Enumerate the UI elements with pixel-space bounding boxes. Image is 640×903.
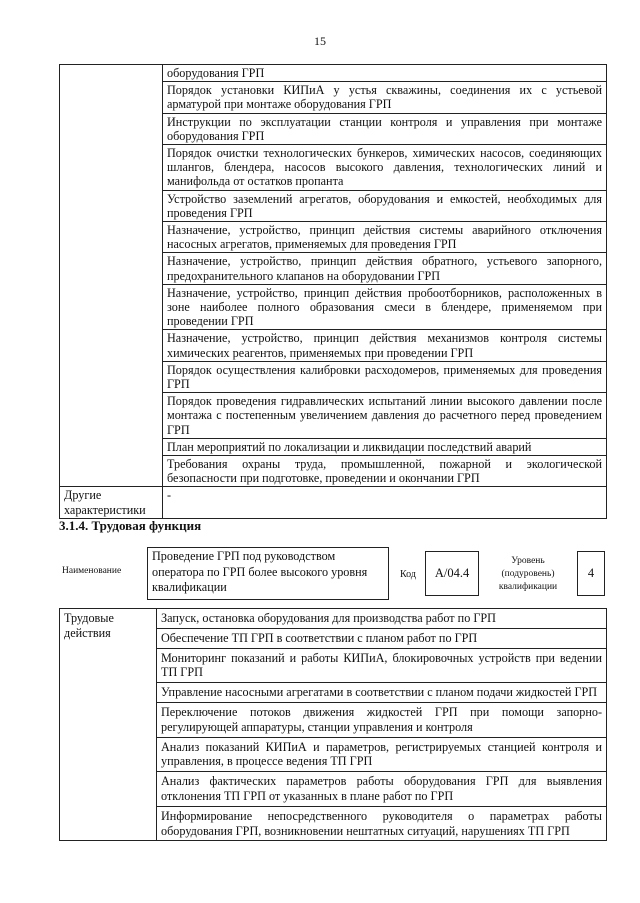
knowledge-item: Назначение, устройство, принцип действия системы аварийного отключения насосных агрегатов, применяемых для проведения ГРП bbox=[163, 222, 607, 253]
labor-actions-table bbox=[59, 608, 607, 841]
knowledge-item: Требования охраны труда, промышленной, пожарной и экологической безопасности при подготовке, проведении и окончании ГРП bbox=[163, 456, 607, 487]
qualification-level: 4 bbox=[577, 551, 605, 596]
knowledge-item: Устройство заземлений агрегатов, оборудования и емкостей, необходимых для проведения ГРП bbox=[163, 190, 607, 221]
page-number: 15 bbox=[314, 34, 326, 48]
table-cell-empty bbox=[60, 65, 163, 487]
knowledge-item: Инструкции по эксплуатации станции контроля и управления при монтаже оборудования ГРП bbox=[163, 113, 607, 144]
knowledge-item: Порядок очистки технологических бункеров, химических насосов, соединяющих шлангов, блендера, насосов высокого давления, технологических линий и манифольда от остатков пропанта bbox=[163, 145, 607, 191]
function-code: А/04.4 bbox=[425, 551, 479, 596]
level-label: Уровень (подуровень) квалификации bbox=[498, 556, 558, 592]
knowledge-item: оборудования ГРП bbox=[163, 65, 607, 82]
labor-action-item: Запуск, остановка оборудования для производства работ по ГРП bbox=[157, 609, 607, 629]
knowledge-item: Назначение, устройство, принцип действия пробоотборников, расположенных в зоне наиболее полного образования смеси в блендере, применяемом при проведении ГРП bbox=[163, 284, 607, 330]
knowledge-item: Порядок установки КИПиА у устья скважины, соединения их с устьевой арматурой при монтаже оборудования ГРП bbox=[163, 82, 607, 113]
knowledge-item: Назначение, устройство, принцип действия обратного, устьевого запорного, предохранительного клапанов на оборудовании ГРП bbox=[163, 253, 607, 284]
table-row bbox=[60, 609, 607, 629]
other-characteristics-value: - bbox=[163, 487, 607, 518]
table-row bbox=[60, 65, 607, 82]
name-label: Наименование bbox=[62, 566, 122, 576]
other-characteristics-label: Другие характеристики bbox=[60, 487, 163, 518]
code-label: Код bbox=[400, 569, 416, 580]
labor-action-item: Анализ фактических параметров работы оборудования ГРП для выявления отклонения ТП ГРП от указанных в плане работ по ГРП bbox=[157, 772, 607, 807]
labor-action-item: Переключение потоков движения жидкостей ГРП при помощи запорно-регулирующей аппаратуры, станции управления и контроля bbox=[157, 702, 607, 737]
labor-action-item: Управление насосными агрегатами в соответствии с планом подачи жидкостей ГРП bbox=[157, 683, 607, 703]
knowledge-item: Порядок проведения гидравлических испытаний линии высокого давлении после монтажа с постепенным увеличением давления до расчетного перед проведением ГРП bbox=[163, 393, 607, 439]
labor-action-item: Информирование непосредственного руководителя о параметрах работы оборудования ГРП, возникновении нештатных ситуаций, нарушениях ТП ГРП bbox=[157, 806, 607, 841]
labor-action-item: Мониторинг показаний и работы КИПиА, блокировочных устройств при ведении ТП ГРП bbox=[157, 648, 607, 683]
labor-action-item: Анализ показаний КИПиА и параметров, регистрируемых станцией контроля и управления, в процессе ведения ТП ГРП bbox=[157, 737, 607, 772]
labor-actions-label: Трудовые действия bbox=[60, 609, 157, 841]
function-name: Проведение ГРП под руководством оператора по ГРП более высокого уровня квалификации bbox=[147, 547, 389, 600]
labor-action-item: Обеспечение ТП ГРП в соответствии с планом работ по ГРП bbox=[157, 628, 607, 648]
section-title: 3.1.4. Трудовая функция bbox=[59, 518, 202, 533]
knowledge-item: Порядок осуществления калибровки расходомеров, применяемых для проведения ГРП bbox=[163, 361, 607, 392]
knowledge-table bbox=[59, 64, 607, 519]
knowledge-item: Назначение, устройство, принцип действия механизмов контроля системы химических реагентов, применяемых при проведении ГРП bbox=[163, 330, 607, 361]
table-row bbox=[60, 487, 607, 518]
knowledge-item: План мероприятий по локализации и ликвидации последствий аварий bbox=[163, 438, 607, 455]
